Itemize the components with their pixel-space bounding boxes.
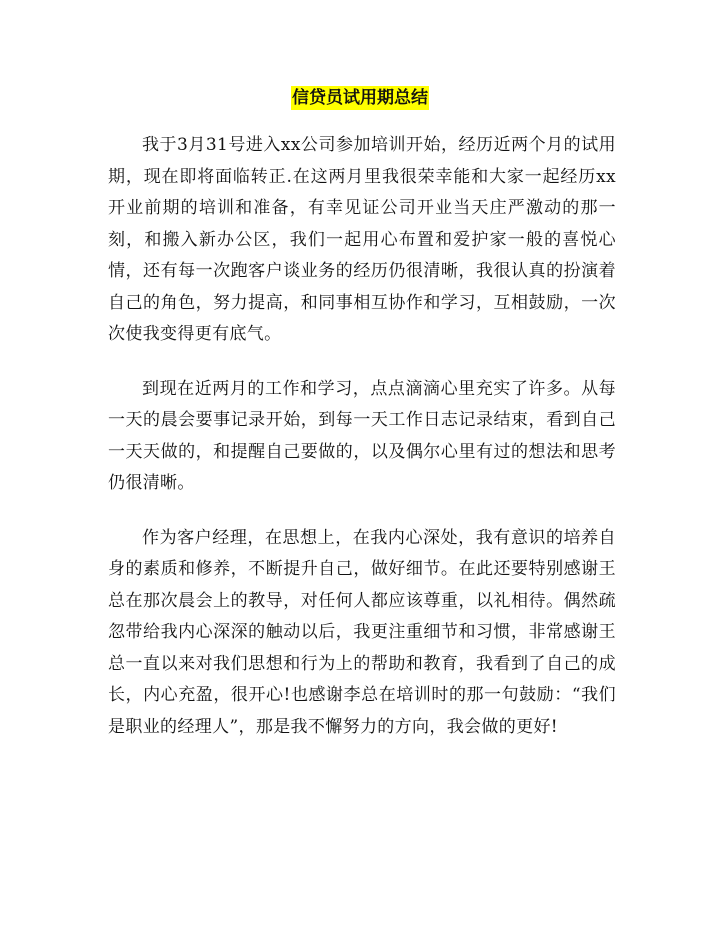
paragraph-3: 作为客户经理，在思想上，在我内心深处，我有意识的培养自身的素质和修养，不断提升自己，做好细节。在此还要特别感谢王总在那次晨会上的教导，对任何人都应该尊重，以礼相待。偶然疏忽带给我内心深深的触动以后，我更注重细节和习惯，非常感谢王总一直以来对我们思想和行为上的帮助和教育，我看到了自己的成长，内心充盈，很开心!也感谢李总在培训时的那一句鼓励：“我们是职业的经理人”，那是我不懈努力的方向，我会做的更好! (108, 527, 616, 737)
title-container (0, 86, 720, 110)
document-title: 信贷员试用期总结 (292, 88, 428, 108)
document-body (108, 130, 616, 743)
paragraph-2: 到现在近两月的工作和学习，点点滴滴心里充实了许多。从每一天的晨会要事记录开始，到每一天工作日志记录结束，看到自己一天天做的，和提醒自己要做的，以及偶尔心里有过的想法和思考仍很清晰。 (108, 378, 616, 493)
paragraph-1: 我于3月31号进入xx公司参加培训开始，经历近两个月的试用期，现在即将面临转正.在这两月里我很荣幸能和大家一起经历xx开业前期的培训和准备，有幸见证公司开业当天庄严激动的那一刻，和搬入新办公区，我们一起用心布置和爱护家一般的喜悦心情，还有每一次跑客户谈业务的经历仍很清晰，我很认真的扮演着自己的角色，努力提高，和同事相互协作和学习，互相鼓励，一次次使我变得更有底气。 (108, 135, 616, 344)
